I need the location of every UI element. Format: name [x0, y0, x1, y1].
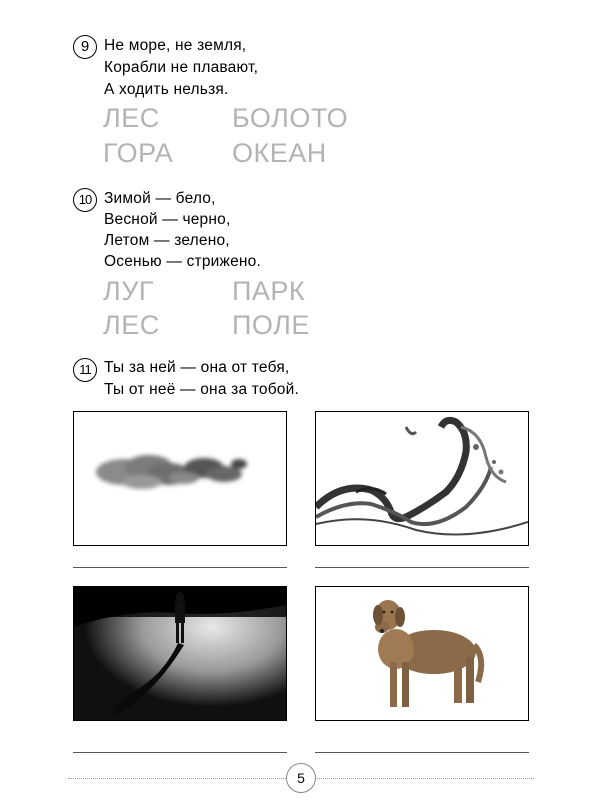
riddle-line: Ты за ней — она от тебя, [104, 359, 290, 376]
page-number: 5 [286, 763, 316, 793]
answer-option[interactable]: ОКЕАН [232, 138, 327, 168]
answer-option[interactable]: ЛУГ [103, 276, 154, 306]
answer-line[interactable] [73, 752, 287, 753]
riddle-line: Ты от неё — она за тобой. [104, 381, 299, 398]
riddle-number-10: 10 [73, 188, 97, 212]
riddle-line: Зимой — бело, [104, 190, 216, 207]
answer-option[interactable]: БОЛОТО [232, 103, 349, 133]
riddle-line: А ходить нельзя. [104, 81, 229, 98]
shadow-icon [74, 587, 286, 720]
answer-line[interactable] [315, 567, 529, 568]
answer-option[interactable]: ПАРК [232, 276, 306, 306]
riddle-number-11: 11 [73, 358, 97, 382]
dog-image[interactable] [315, 586, 529, 721]
answer-option[interactable]: ГОРА [103, 138, 174, 168]
riddle-line: Весной — черно, [104, 211, 231, 228]
answer-option[interactable]: ЛЕС [103, 103, 160, 133]
dog-icon [316, 587, 528, 720]
riddle-line: Корабли не плавают, [104, 59, 259, 76]
riddle-number-9: 9 [73, 35, 97, 59]
cloud-image[interactable] [73, 411, 287, 546]
answer-line[interactable] [73, 567, 287, 568]
answer-line[interactable] [315, 752, 529, 753]
water-splash-icon [316, 412, 528, 545]
shadow-image[interactable] [73, 586, 287, 721]
cloud-icon [74, 412, 286, 545]
answer-option[interactable]: ЛЕС [103, 310, 160, 340]
riddle-line: Летом — зелено, [104, 232, 230, 249]
riddle-line: Осенью — стрижено. [104, 253, 262, 270]
water-splash-image[interactable] [315, 411, 529, 546]
answer-option[interactable]: ПОЛЕ [232, 310, 310, 340]
riddle-line: Не море, не земля, [104, 37, 247, 54]
